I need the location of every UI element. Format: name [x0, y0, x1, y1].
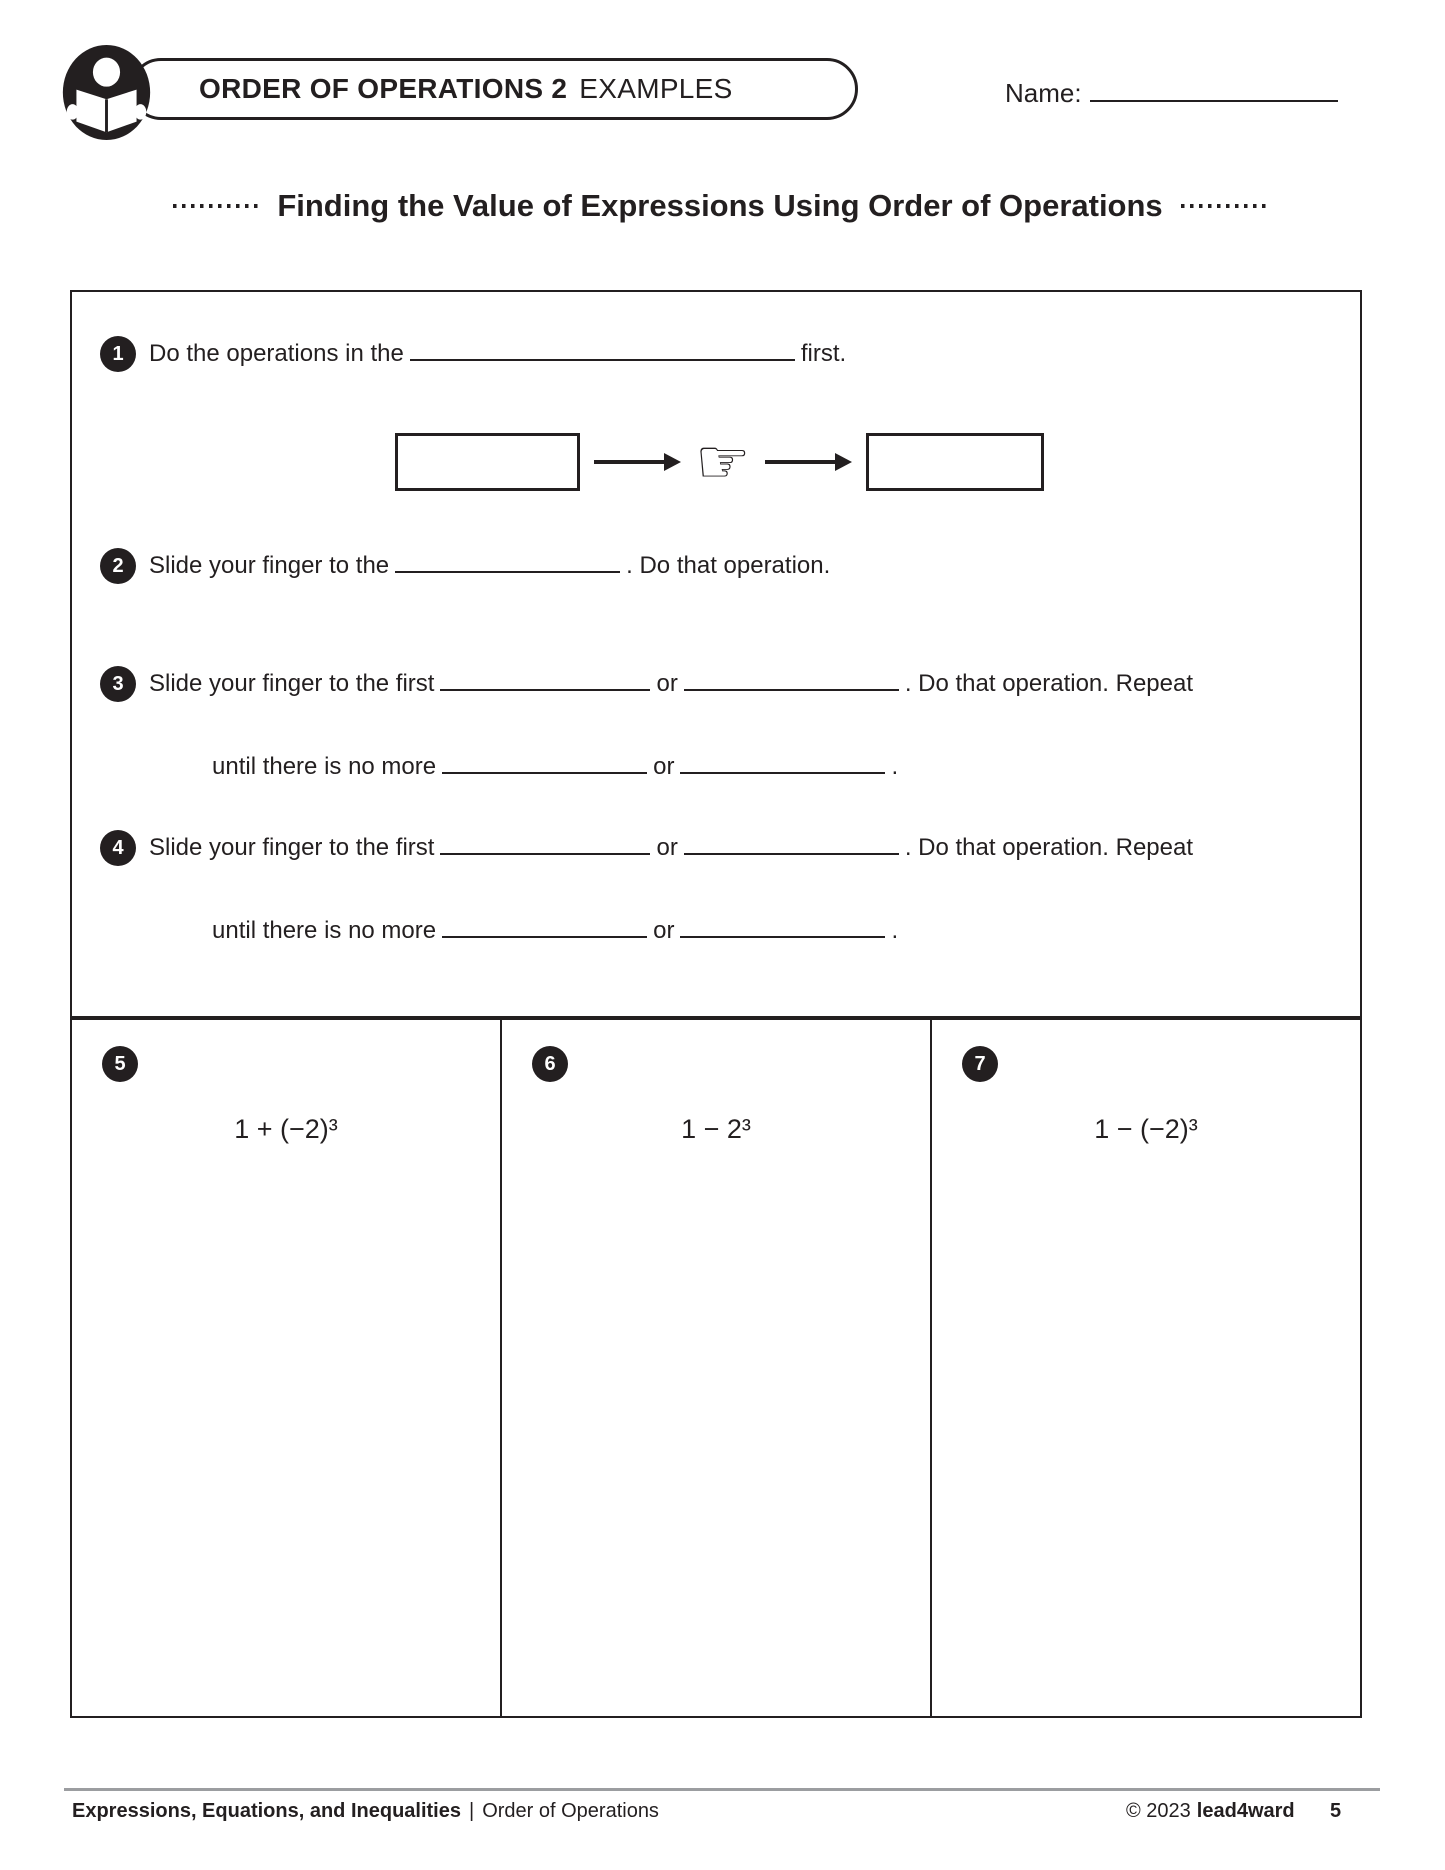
- name-blank-line: [1090, 100, 1338, 102]
- problem-cell-5: [72, 1020, 502, 1716]
- name-field: [1005, 78, 1338, 109]
- fill-in-blank: [442, 772, 647, 774]
- fill-in-blank: [440, 853, 650, 855]
- copyright-year: © 2023: [1126, 1800, 1191, 1822]
- step-3-text-line1: Slide your finger to the first or . Do that operation. Repeat: [149, 670, 1193, 697]
- problems-grid: [70, 1018, 1362, 1718]
- footer-separator: |: [468, 1800, 475, 1822]
- reader-icon: [58, 44, 155, 141]
- fill-in-blank: [684, 853, 899, 855]
- step-4-text-line1: Slide your finger to the first or . Do that operation. Repeat: [149, 834, 1193, 861]
- footer-topic: Order of Operations: [482, 1800, 659, 1822]
- step-4-number-badge: 4: [100, 830, 136, 866]
- step-3-continuation: [212, 752, 1334, 782]
- problem-6-number-badge: 6: [532, 1046, 568, 1082]
- step-4-text-line2: until there is no more or .: [212, 917, 899, 944]
- dotted-rule-left: [173, 204, 259, 208]
- header-badge: [130, 58, 858, 120]
- problem-5-number-badge: 5: [102, 1046, 138, 1082]
- step-3-text-line2: until there is no more or .: [212, 753, 899, 780]
- step-1-number-badge: 1: [100, 336, 136, 372]
- brand-name: lead4ward: [1196, 1800, 1295, 1822]
- pointing-hand-icon: ☞: [695, 425, 751, 498]
- fill-in-blank: [680, 772, 885, 774]
- step-4: [100, 830, 1334, 866]
- instructions-box: [70, 290, 1362, 1018]
- page-number: 5: [1330, 1800, 1342, 1822]
- right-arrow-icon: [765, 453, 852, 471]
- step-1: [100, 336, 1334, 372]
- step-2-text: Slide your finger to the . Do that operation.: [149, 552, 831, 579]
- problem-cell-7: [932, 1020, 1360, 1716]
- fill-in-blank: [410, 359, 795, 361]
- fill-in-blank: [442, 936, 647, 938]
- diagram-box-right: [866, 433, 1044, 491]
- footer-unit-title: Expressions, Equations, and Inequalities: [72, 1800, 461, 1822]
- diagram-box-left: [395, 433, 580, 491]
- page-title: Finding the Value of Expressions Using Order of Operations: [277, 188, 1163, 223]
- step-3-number-badge: 3: [100, 666, 136, 702]
- right-arrow-icon: [594, 453, 681, 471]
- problem-6-expression: 1 − 2³: [681, 1114, 751, 1144]
- step-1-text: Do the operations in the first.: [149, 340, 847, 367]
- step-2-number-badge: 2: [100, 548, 136, 584]
- step-4-continuation: [212, 916, 1334, 946]
- step-3: [100, 666, 1334, 702]
- problem-5-expression: 1 + (−2)³: [234, 1114, 338, 1144]
- dotted-rule-right: [1181, 204, 1267, 208]
- problem-7-number-badge: 7: [962, 1046, 998, 1082]
- fill-in-blank: [684, 689, 899, 691]
- name-label: Name:: [1005, 78, 1082, 108]
- footer-copyright: [1126, 1800, 1295, 1823]
- fill-in-blank: [395, 571, 620, 573]
- footer-rule: [64, 1788, 1380, 1791]
- footer-breadcrumb: [72, 1800, 659, 1823]
- title-row: [60, 188, 1380, 224]
- badge-subtitle: EXAMPLES: [579, 73, 733, 104]
- finger-slide-diagram: [395, 425, 1334, 498]
- problem-7-expression: 1 − (−2)³: [1094, 1114, 1198, 1144]
- badge-title: ORDER OF OPERATIONS 2: [199, 73, 568, 104]
- problem-cell-6: [502, 1020, 932, 1716]
- step-2: [100, 548, 1334, 584]
- fill-in-blank: [680, 936, 885, 938]
- fill-in-blank: [440, 689, 650, 691]
